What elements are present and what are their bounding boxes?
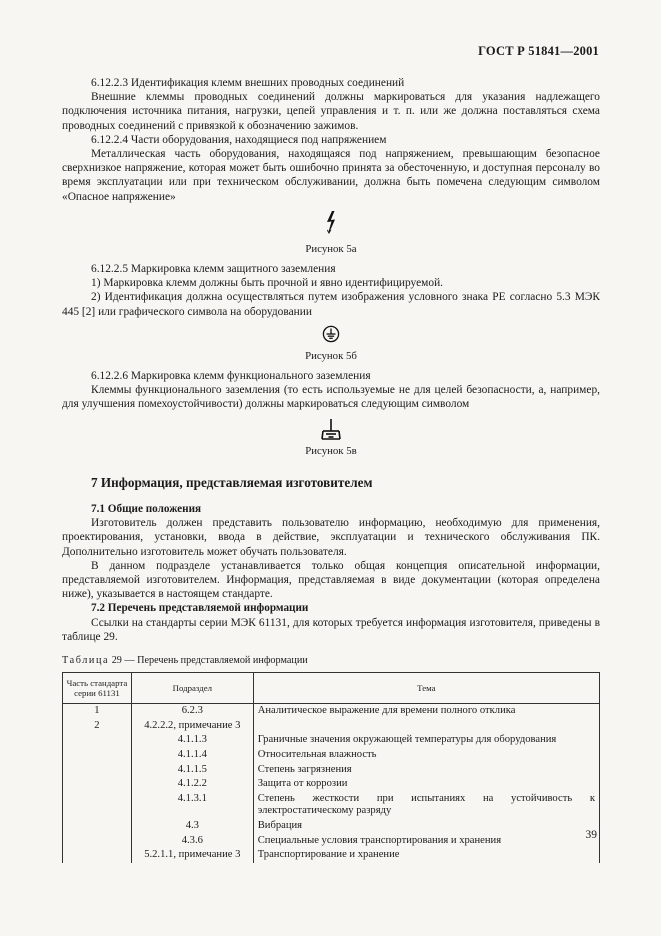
table-header-row — [63, 673, 600, 704]
table-cell: Защита от коррозии — [253, 777, 599, 792]
table-row — [63, 819, 600, 834]
paragraph: 6.12.2.5 Маркировка клемм защитного заземления — [91, 263, 336, 276]
table-cell: 2 — [63, 719, 132, 734]
table-cell — [63, 792, 132, 819]
table-caption-word: Таблица — [62, 655, 110, 667]
table-cell: 4.1.2.2 — [131, 777, 253, 792]
table-cell: 4.1.1.4 — [131, 748, 253, 763]
column-header: Тема — [253, 673, 599, 704]
paragraph: Внешние клеммы проводных соединений должны маркироваться для указания надлежащего подключения источника питания, нагрузки, цепей управления и т. п. или же должна поставляться схема проводных соединений с привязкой к обозначению зажимов. — [62, 91, 600, 132]
table-cell: 1 — [63, 704, 132, 719]
subsection-title: 7.1 Общие положения — [91, 503, 202, 516]
figure-caption: Рисунок 5в — [305, 444, 357, 457]
table-cell: Специальные условия транспортирования и хранения — [253, 834, 599, 849]
table-cell — [253, 719, 599, 734]
table-cell: Степень жесткости при испытаниях на устойчивость к электростатическому разряду — [253, 792, 599, 819]
table-row — [63, 834, 600, 849]
page-content — [62, 76, 600, 863]
table-cell: 4.1.1.3 — [131, 733, 253, 748]
table-cell — [63, 819, 132, 834]
figure-caption: Рисунок 5а — [305, 242, 357, 255]
table-cell — [63, 848, 132, 863]
table-cell: 4.1.3.1 — [131, 792, 253, 819]
table-cell: Аналитическое выражение для времени полного отклика — [253, 704, 599, 719]
table-row — [63, 719, 600, 734]
table-cell — [63, 733, 132, 748]
table-caption-text: 29 — Перечень представляемой информации — [109, 655, 308, 667]
table-cell — [63, 777, 132, 792]
figure-caption: Рисунок 5б — [305, 349, 357, 362]
table-cell: 4.1.1.5 — [131, 763, 253, 778]
table-row — [63, 777, 600, 792]
table-cell: 4.3.6 — [131, 834, 253, 849]
table-row — [63, 704, 600, 719]
paragraph: Металлическая часть оборудования, находящаяся под напряжением, превышающим безопасное сверхнизкое напряжение, которая может быть ошибочно принята за обесточенную, и доступная персоналу во время эксплуатации или при техническом обслуживании, должна быть помечена следующим символом «Опасное напряжение» — [62, 148, 600, 203]
paragraph: Ссылки на стандарты серии МЭК 61131, для которых требуется информация изготовителя, приведены в таблице 29. — [62, 616, 600, 643]
table-cell: Вибрация — [253, 819, 599, 834]
info-table — [62, 672, 600, 863]
page-number: 39 — [585, 829, 597, 841]
table-cell: Относительная влажность — [253, 748, 599, 763]
paragraph: Клеммы функционального заземления (то есть используемые не для целей безопасности, а, например, для улучшения помехоустойчивости) должны маркироваться следующим символом — [62, 384, 600, 411]
functional-earth-icon — [320, 418, 342, 440]
subsection-title: 7.2 Перечень представляемой информации — [91, 602, 309, 615]
paragraph: Изготовитель должен представить пользователю информацию, необходимую для применения, проектирования, установки, ввода в действие, эксплуатации и технического обслуживания ПК. Дополнительно изготовитель может обучать пользователя. — [62, 517, 600, 558]
table-cell: Степень загрязнения — [253, 763, 599, 778]
table-cell: Граничные значения окружающей температуры для оборудования — [253, 733, 599, 748]
table-cell — [63, 748, 132, 763]
paragraph: В данном подразделе устанавливается только общая концепция описательной информации, представляемой изготовителем. Информация, представляемая в виде документации (которая определена ниже), указывается в настоящем стандарте. — [62, 559, 600, 601]
table-row — [63, 733, 600, 748]
column-header: Часть стандарта серии 61131 — [63, 673, 132, 704]
table-row — [63, 848, 600, 863]
paragraph: 6.12.2.3 Идентификация клемм внешних проводных соединений — [91, 77, 405, 89]
table-cell: 5.2.1.1, примечание 3 — [131, 848, 253, 863]
paragraph: 1) Маркировка клемм должны быть прочной и явно идентифицируемой. — [91, 277, 444, 290]
paragraph: 6.12.2.6 Маркировка клемм функционального заземления — [91, 370, 371, 383]
table-cell — [63, 763, 132, 778]
paragraph: 6.12.2.4 Части оборудования, находящиеся под напряжением — [91, 133, 387, 146]
figure-5b — [62, 325, 600, 363]
table-row — [63, 748, 600, 763]
lightning-icon — [324, 210, 338, 234]
figure-5a — [62, 210, 600, 256]
table-row — [63, 792, 600, 819]
table-cell: Транспортирование и хранение — [253, 848, 599, 863]
table-cell: 4.2.2.2, примечание 3 — [131, 719, 253, 734]
table-cell: 4.3 — [131, 819, 253, 834]
figure-5v — [62, 418, 600, 458]
table-cell — [63, 834, 132, 849]
table-caption — [62, 654, 600, 668]
paragraph: 2) Идентификация должна осуществляться путем изображения условного знака PE согласно 5.3 МЭК 445 [2] или графического символа на оборудовании — [62, 291, 600, 318]
table-row — [63, 763, 600, 778]
protective-earth-icon — [322, 325, 340, 343]
table-cell: 6.2.3 — [131, 704, 253, 719]
column-header: Подраздел — [131, 673, 253, 704]
section-title: 7 Информация, представляемая изготовителем — [91, 474, 373, 490]
page-header: ГОСТ Р 51841—2001 — [478, 44, 599, 58]
